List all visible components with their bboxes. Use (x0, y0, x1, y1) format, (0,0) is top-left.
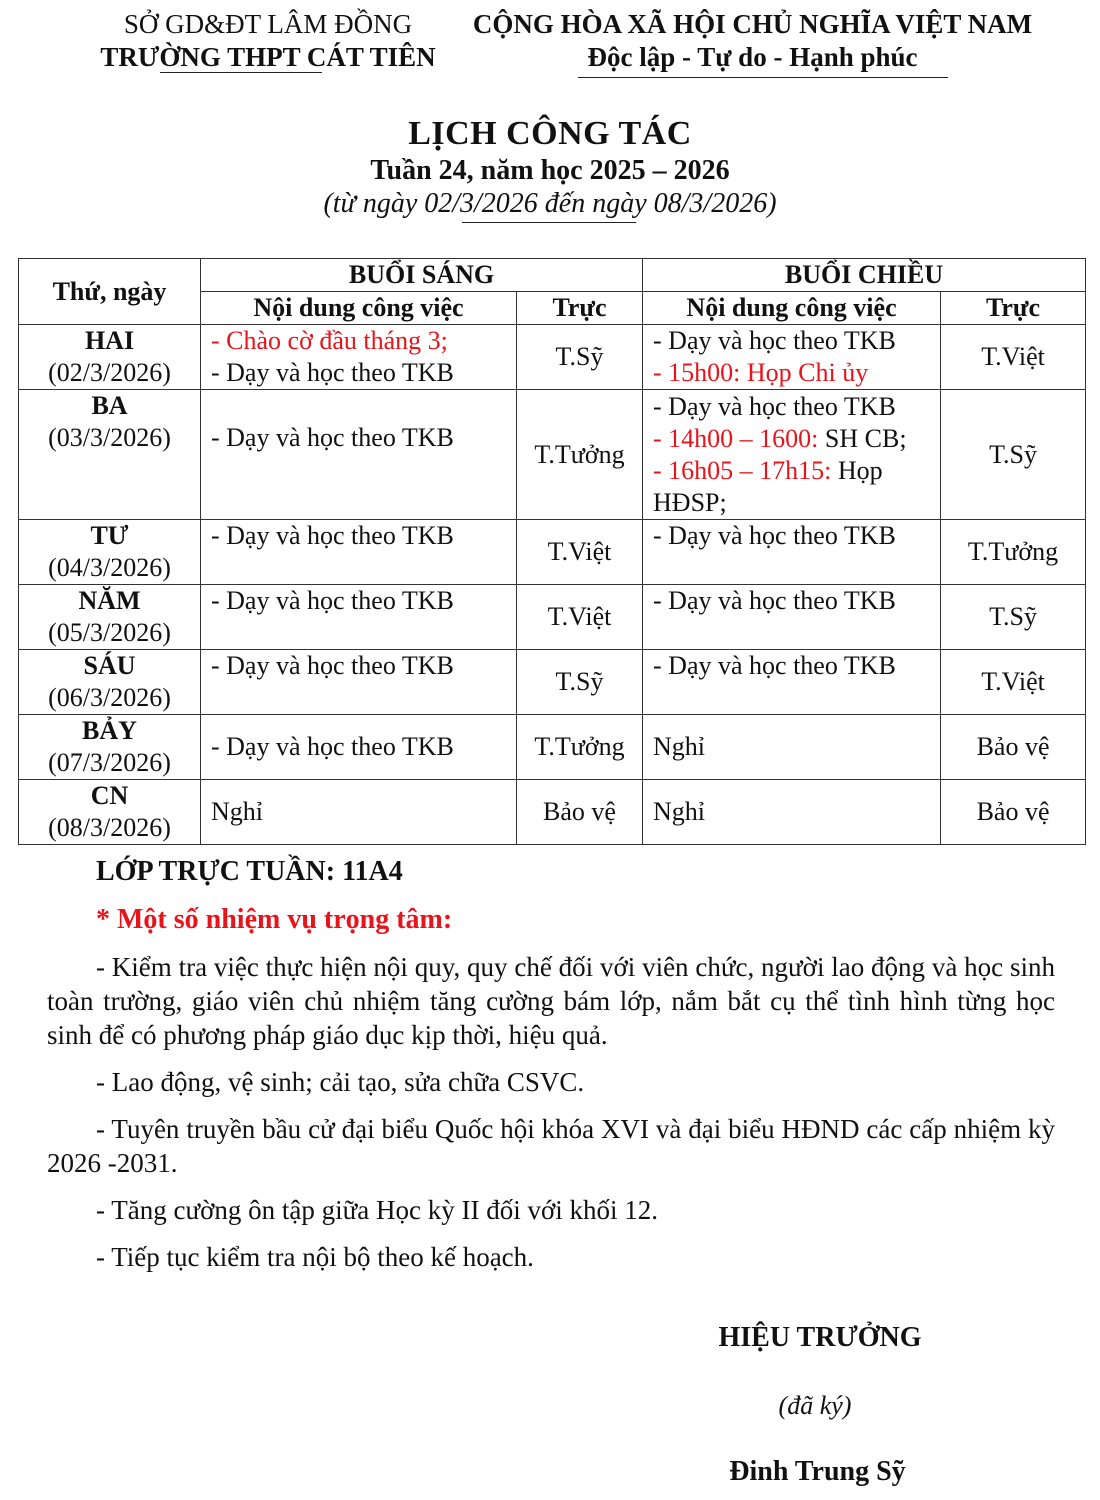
header-morning: BUỔI SÁNG (201, 259, 643, 292)
am-duty-cell: Bảo vệ (517, 780, 643, 845)
pm-duty-cell: T.Tưởng (941, 520, 1086, 585)
task-line: - Dạy và học theo TKB (211, 651, 454, 680)
task-line: - Dạy và học theo TKB (653, 391, 896, 421)
am-task-cell (201, 780, 517, 845)
title-block (0, 112, 1100, 222)
table-row (19, 715, 1086, 780)
am-task-cell (201, 390, 517, 520)
task-line: - Dạy và học theo TKB (653, 326, 896, 355)
motto: Độc lập - Tự do - Hạnh phúc (587, 42, 918, 72)
am-duty-cell: T.Sỹ (517, 325, 643, 390)
day-name: SÁU (83, 651, 136, 680)
am-duty-cell: T.Sỹ (517, 650, 643, 715)
task-text: SH CB; (818, 423, 907, 453)
day-name: NĂM (78, 586, 141, 615)
pm-task-cell (643, 650, 941, 715)
pm-task-cell (643, 715, 941, 780)
day-cell (19, 390, 201, 520)
table-row (19, 780, 1086, 845)
pm-duty-cell: Bảo vệ (941, 715, 1086, 780)
pm-duty-cell: T.Việt (941, 650, 1086, 715)
focus-task-item: - Kiểm tra việc thực hiện nội quy, quy chế đối với viên chức, người lao động và học sinh toàn trường, giáo viên chủ nhiệm tăng cường bám lớp, nắm bắt cụ thể tình hình từng học sinh để có phương pháp giáo dục kịp thời, hiệu quả. (47, 952, 1055, 1050)
pm-task-cell (643, 520, 941, 585)
table-row (19, 650, 1086, 715)
header-left (28, 8, 508, 74)
day-date: (03/3/2026) (48, 423, 171, 452)
table-row (19, 325, 1086, 390)
page-title: LỊCH CÔNG TÁC (408, 115, 692, 152)
task-line: - Dạy và học theo TKB (211, 521, 454, 550)
header-pm-task: Nội dung công việc (643, 292, 941, 325)
am-task-cell (201, 520, 517, 585)
task-text: Họp HĐSP; (653, 455, 883, 517)
day-cell (19, 520, 201, 585)
task-line: - 15h00: Họp Chi ủy (653, 358, 869, 387)
principal-name: Đinh Trung Sỹ (729, 1456, 906, 1487)
week-line: Tuần 24, năm học 2025 – 2026 (370, 155, 730, 186)
date-range: (từ ngày 02/3/2026 đến ngày 08/3/2026) (323, 188, 777, 219)
focus-task-list (47, 950, 1055, 1287)
task-line: - Dạy và học theo TKB (211, 358, 454, 387)
focus-task-item: - Tuyên truyền bầu cử đại biểu Quốc hội khóa XVI và đại biểu HĐND các cấp nhiệm kỳ 2026 -2031. (47, 1114, 1055, 1178)
day-name: BA (91, 391, 128, 420)
focus-task-item: - Lao động, vệ sinh; cải tạo, sửa chữa CSVC. (96, 1067, 585, 1097)
task-line: - Dạy và học theo TKB (653, 651, 896, 680)
task-line: - Dạy và học theo TKB (211, 732, 454, 761)
am-duty-cell: T.Việt (517, 520, 643, 585)
motto-underline (578, 77, 948, 78)
day-date: (07/3/2026) (48, 748, 171, 777)
am-task-cell (201, 650, 517, 715)
pm-duty-cell: Bảo vệ (941, 780, 1086, 845)
header-afternoon: BUỔI CHIỀU (643, 259, 1086, 292)
focus-task-item: - Tiếp tục kiểm tra nội bộ theo kế hoạch. (96, 1242, 534, 1272)
day-name: CN (90, 781, 129, 810)
focus-task-item: - Tăng cường ôn tập giữa Học kỳ II đối với khối 12. (96, 1195, 658, 1225)
am-task-cell (201, 325, 517, 390)
task-line: - Dạy và học theo TKB (653, 586, 896, 615)
task-line: - Dạy và học theo TKB (211, 586, 454, 615)
task-time: - 16h05 – 17h15: (653, 455, 832, 485)
day-date: (02/3/2026) (48, 358, 171, 387)
task-line: - Chào cờ đầu tháng 3; (211, 326, 448, 355)
task-line: - Dạy và học theo TKB (211, 423, 454, 452)
day-name: BẢY (82, 716, 137, 745)
country-name: CỘNG HÒA XÃ HỘI CHỦ NGHĨA VIỆT NAM (472, 9, 1033, 39)
day-date: (05/3/2026) (48, 618, 171, 647)
day-name: TƯ (90, 521, 129, 550)
focus-heading: * Một số nhiệm vụ trọng tâm: (96, 904, 453, 935)
am-duty-cell: T.Việt (517, 585, 643, 650)
am-task-cell (201, 585, 517, 650)
task-time: - 14h00 – 1600: (653, 423, 819, 453)
table-row (19, 390, 1086, 520)
am-duty-cell: T.Tưởng (517, 390, 643, 520)
task-line: Nghỉ (653, 797, 706, 826)
task-line: Nghỉ (653, 732, 706, 761)
day-date: (06/3/2026) (48, 683, 171, 712)
am-duty-cell: T.Tưởng (517, 715, 643, 780)
pm-task-cell (643, 780, 941, 845)
schedule-table (18, 258, 1086, 845)
day-name: HAI (84, 326, 135, 355)
pm-duty-cell: T.Việt (941, 325, 1086, 390)
school-name: TRƯỜNG THPT CÁT TIÊN (100, 42, 436, 72)
header-right (450, 8, 1055, 74)
class-on-duty: LỚP TRỰC TUẦN: 11A4 (96, 856, 403, 887)
day-date: (08/3/2026) (48, 813, 171, 842)
pm-task-cell (643, 390, 941, 520)
school-underline (160, 72, 322, 73)
header-am-task: Nội dung công việc (201, 292, 517, 325)
title-underline (462, 222, 636, 223)
principal-title: HIỆU TRƯỞNG (718, 1322, 922, 1353)
day-cell (19, 715, 201, 780)
day-date: (04/3/2026) (48, 553, 171, 582)
department-name: SỞ GD&ĐT LÂM ĐỒNG (123, 9, 413, 39)
signed-note: (đã ký) (778, 1391, 852, 1420)
pm-task-cell (643, 325, 941, 390)
table-row (19, 520, 1086, 585)
day-cell (19, 325, 201, 390)
header-am-duty: Trực (517, 292, 643, 325)
day-cell (19, 780, 201, 845)
am-task-cell (201, 715, 517, 780)
day-cell (19, 650, 201, 715)
pm-duty-cell: T.Sỹ (941, 390, 1086, 520)
pm-task-cell (643, 585, 941, 650)
table-row (19, 585, 1086, 650)
task-line: - Dạy và học theo TKB (653, 521, 896, 550)
pm-duty-cell: T.Sỹ (941, 585, 1086, 650)
header-day: Thứ, ngày (19, 259, 201, 325)
header-pm-duty: Trực (941, 292, 1086, 325)
day-cell (19, 585, 201, 650)
task-line: Nghỉ (211, 797, 263, 826)
